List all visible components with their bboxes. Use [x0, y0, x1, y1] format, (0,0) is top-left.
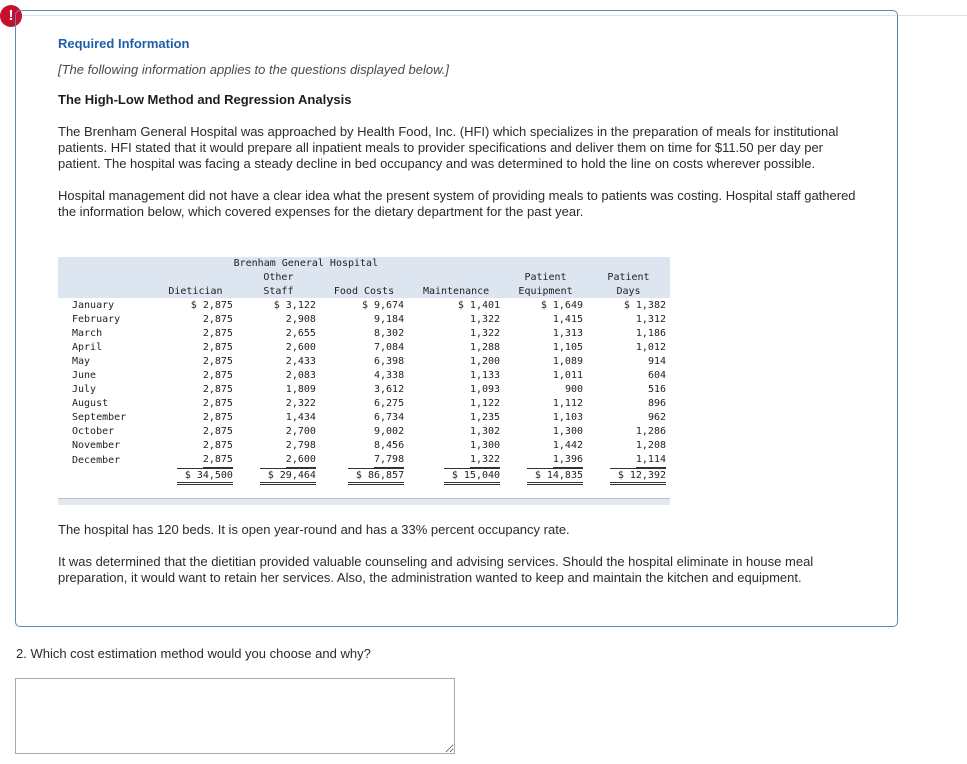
value-cell: 2,798: [285, 440, 316, 451]
month-cell: May: [72, 356, 91, 367]
value-cell: 1,112: [552, 398, 583, 409]
value-cell: 1,300: [469, 440, 501, 451]
value-cell: 1,011: [552, 370, 583, 381]
cost-data-table: [58, 257, 670, 485]
value-cell: 1,322: [469, 328, 501, 339]
panel-footer-text: [58, 522, 858, 586]
total-cell: $ 15,040: [444, 468, 500, 485]
column-header: [408, 271, 504, 299]
value-cell: 2,875: [202, 384, 233, 395]
value-cell: 2,875: [202, 356, 233, 367]
management-paragraph: Hospital management did not have a clear idea what the present system of providing meals to patients was costing. Hospital staff gathered the information below, which covered expenses for the dietary department for the past year.: [58, 188, 856, 219]
table-body: [58, 299, 670, 485]
column-header-line2: Staff: [263, 286, 294, 297]
value-cell: 2,875: [202, 426, 233, 437]
value-cell: 1,200: [469, 356, 501, 367]
value-cell: 1,322: [469, 314, 501, 325]
total-cell: $ 86,857: [348, 468, 404, 485]
value-cell: 1,300: [552, 426, 583, 437]
column-header-line2: Days: [616, 286, 641, 297]
value-cell: 1,288: [469, 342, 501, 353]
column-header-line2: Dietician: [168, 286, 223, 297]
value-cell: 2,875: [202, 342, 233, 353]
value-cell: 2,875: [202, 370, 233, 381]
value-cell: 1,186: [635, 328, 666, 339]
table-row: [58, 341, 670, 355]
value-cell: 1,322: [470, 453, 500, 468]
value-cell: 1,313: [552, 328, 583, 339]
table-caption: Brenham General Hospital: [233, 258, 379, 269]
value-cell: 9,184: [373, 314, 405, 325]
value-cell: 1,122: [469, 398, 501, 409]
value-cell: 2,600: [285, 342, 316, 353]
month-cell: February: [72, 314, 121, 325]
value-cell: 8,456: [373, 440, 405, 451]
answer-textarea[interactable]: [15, 678, 455, 754]
value-cell: 1,235: [469, 412, 501, 423]
column-header-line1: [324, 271, 404, 285]
section-title: The High-Low Method and Regression Analysis: [58, 92, 352, 107]
question-text: 2. Which cost estimation method would you choose and why?: [16, 646, 371, 661]
value-cell: 1,093: [469, 384, 501, 395]
value-cell: 6,275: [373, 398, 405, 409]
column-header-line1: Other: [263, 272, 294, 283]
totals-row: [58, 468, 670, 485]
month-cell: August: [72, 398, 109, 409]
value-cell: 2,875: [202, 328, 233, 339]
column-header: [154, 271, 237, 299]
month-cell: September: [72, 412, 127, 423]
table-row: [58, 425, 670, 439]
value-cell: 2,600: [286, 453, 316, 468]
occupancy-paragraph: The hospital has 120 beds. It is open year-round and has a 33% percent occupancy rate.: [58, 522, 570, 537]
value-cell: 2,875: [202, 412, 233, 423]
value-cell: 1,208: [635, 440, 666, 451]
value-cell: 2,433: [285, 356, 316, 367]
value-cell: 1,434: [285, 412, 316, 423]
total-cell: $ 29,464: [260, 468, 316, 485]
value-cell: 3,612: [373, 384, 405, 395]
value-cell: 1,302: [469, 426, 501, 437]
value-cell: 1,312: [635, 314, 666, 325]
column-header-line2: Food Costs: [333, 286, 395, 297]
value-cell: 2,700: [285, 426, 316, 437]
value-cell: 7,798: [374, 453, 404, 468]
column-header-line2: Maintenance: [422, 286, 490, 297]
value-cell: 2,875: [202, 398, 233, 409]
column-header-line2: Equipment: [518, 286, 573, 297]
column-header: [504, 271, 587, 299]
value-cell: $ 1,401: [457, 300, 501, 311]
panel-title: Required Information: [58, 36, 190, 51]
panel-content: [58, 36, 858, 220]
panel-note: [The following information applies to the questions displayed below.]: [58, 62, 449, 77]
month-cell: December: [72, 454, 121, 466]
required-information-panel: [15, 10, 898, 627]
value-cell: 6,398: [373, 356, 405, 367]
total-cell: $ 34,500: [177, 468, 233, 485]
value-cell: 604: [647, 370, 666, 381]
table-row: [58, 369, 670, 383]
value-cell: 1,396: [553, 453, 583, 468]
value-cell: 2,908: [285, 314, 316, 325]
value-cell: $ 1,649: [540, 300, 583, 311]
table-row: [58, 397, 670, 411]
value-cell: 1,415: [552, 314, 583, 325]
value-cell: 2,322: [285, 398, 316, 409]
column-header-line1: [158, 271, 233, 285]
value-cell: 2,655: [285, 328, 316, 339]
total-cell: $ 14,835: [527, 468, 583, 485]
value-cell: 1,286: [635, 426, 666, 437]
value-cell: 1,105: [552, 342, 583, 353]
table-row: [58, 355, 670, 369]
table-caption-row: [58, 257, 670, 271]
value-cell: $ 2,875: [190, 300, 233, 311]
value-cell: $ 1,382: [623, 300, 666, 311]
value-cell: 4,338: [373, 370, 405, 381]
value-cell: 7,084: [373, 342, 405, 353]
cost-data-table-wrap: [58, 257, 670, 505]
value-cell: 2,875: [202, 314, 233, 325]
table-header-row: [58, 271, 670, 299]
value-cell: 6,734: [373, 412, 405, 423]
value-cell: 2,875: [203, 453, 233, 468]
table-row: [58, 439, 670, 453]
intro-paragraph: The Brenham General Hospital was approached by Health Food, Inc. (HFI) which specializes in the preparation of meals for institutional patients. HFI stated that it would prepare all inpatient meals to provider specifications and deliver them on time for $11.50 per day per patient. The hospital was facing a steady decline in bed occupancy and was determined to hold the line on costs wherever possible.: [58, 124, 839, 171]
table-row: [58, 383, 670, 397]
month-cell: November: [72, 440, 121, 451]
month-cell: March: [72, 328, 103, 339]
value-cell: 896: [647, 398, 666, 409]
table-bottom-bar: [58, 498, 670, 505]
column-header: [237, 271, 320, 299]
table-row: [58, 313, 670, 327]
column-header-line1: Patient: [524, 272, 567, 283]
value-cell: 1,809: [285, 384, 316, 395]
value-cell: 8,302: [373, 328, 405, 339]
value-cell: 962: [647, 412, 666, 423]
month-cell: January: [72, 300, 115, 311]
month-cell: April: [72, 342, 103, 353]
value-cell: 2,083: [285, 370, 316, 381]
total-cell: $ 12,392: [610, 468, 666, 485]
value-cell: 1,442: [552, 440, 583, 451]
column-header: [587, 271, 670, 299]
month-cell: July: [72, 384, 97, 395]
column-header-line1: Patient: [607, 272, 650, 283]
table-row: [58, 299, 670, 313]
value-cell: 1,133: [469, 370, 501, 381]
column-header: [320, 271, 408, 299]
value-cell: 9,002: [373, 426, 405, 437]
value-cell: 1,103: [552, 412, 583, 423]
table-row: [58, 327, 670, 341]
value-cell: $ 3,122: [273, 300, 316, 311]
month-cell: June: [72, 370, 97, 381]
alert-icon: !: [0, 5, 22, 27]
table-row: [58, 411, 670, 425]
value-cell: 516: [647, 384, 666, 395]
column-header-line1: [412, 271, 500, 285]
value-cell: $ 9,674: [361, 300, 405, 311]
table-row: [58, 453, 670, 468]
value-cell: 1,114: [636, 453, 666, 468]
month-cell: October: [72, 426, 115, 437]
value-cell: 1,012: [635, 342, 666, 353]
value-cell: 1,089: [552, 356, 583, 367]
dietitian-paragraph: It was determined that the dietitian provided valuable counseling and advising services. Should the hospital eliminate in house meal preparation, it would want to retain her services. Also, the administration wanted to keep and maintain the kitchen and equipment.: [58, 554, 814, 585]
value-cell: 914: [647, 356, 666, 367]
value-cell: 900: [564, 384, 583, 395]
value-cell: 2,875: [202, 440, 233, 451]
